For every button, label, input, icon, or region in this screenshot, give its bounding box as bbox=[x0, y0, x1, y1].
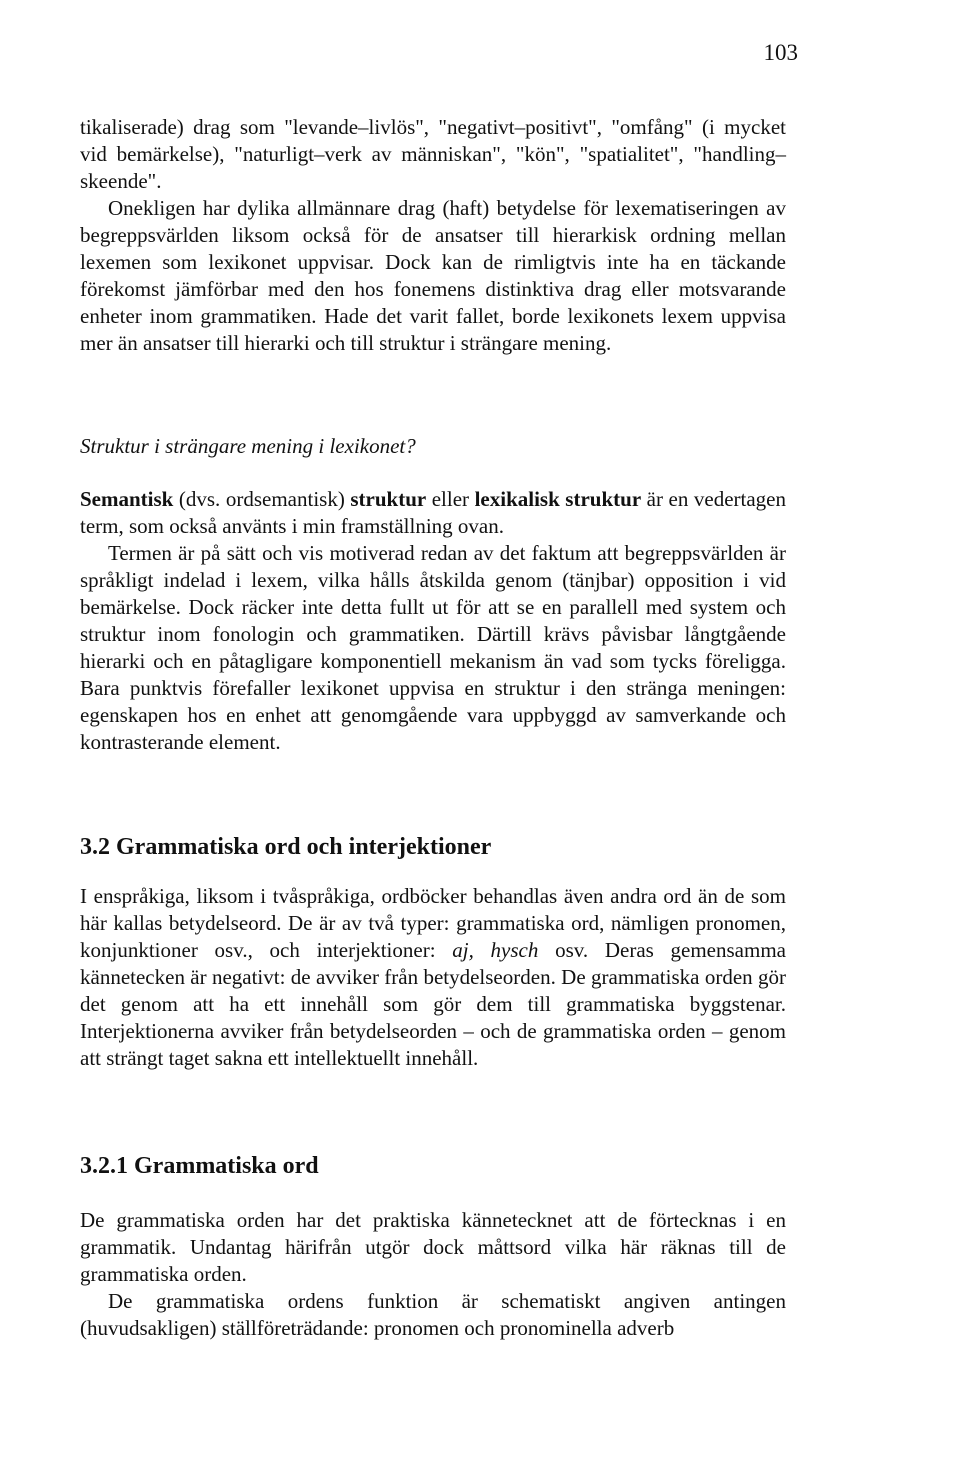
section-3-2-1-text bbox=[80, 1207, 786, 1342]
example-words: aj, hysch bbox=[452, 938, 539, 962]
text-run: osv. Deras gemensamma kännetecken är negativt: de avviker från betydelseorden. De grammatiska orden gör det genom att ha ett innehåll som gör dem till grammatiska byggstenar. Interjektionerna avviker från betydelseorden – och de grammatiska orden – genom att strängt taget sakna ett intellektuellt innehåll. bbox=[80, 938, 786, 1070]
paragraph: tikaliserade) drag som "levande–livlös", "negativt–positivt", "omfång" (i mycket vid bemärkelse), "naturligt–verk av människan", "kön", "spatialitet", "handling–skeende". bbox=[80, 115, 786, 193]
italic-heading: Struktur i strängare mening i lexikonet? bbox=[80, 434, 416, 458]
intro-text-block bbox=[80, 114, 786, 357]
text-run: (dvs. ordsemantisk) bbox=[173, 487, 351, 511]
text-run: eller bbox=[426, 487, 475, 511]
paragraph: De grammatiska orden har det praktiska kännetecknet att de förtecknas i en grammatik. Undantag härifrån utgör dock måttsord vilka här räknas till de grammatiska orden. bbox=[80, 1208, 786, 1286]
paragraph bbox=[80, 486, 786, 540]
paragraph: Onekligen har dylika allmännare drag (haft) betydelse för lexematiseringen av begreppsvärlden liksom också för de ansatser till hierarkisk ordning mellan lexemen som lexikonet uppvisar. Dock kan de rimligtvis inte ha en täckande förekomst jämförbar med den hos fonemens distinktiva drag eller motsvarande enheter inom grammatiken. Hade det varit fallet, borde lexikonets lexem uppvisa mer än ansatser till hierarki och till struktur i strängare mening. bbox=[80, 196, 786, 355]
section-3-2-text bbox=[80, 883, 786, 1072]
term-struktur: struktur bbox=[350, 487, 427, 511]
paragraph: Termen är på sätt och vis motiverad redan av det faktum att begreppsvärlden är språkligt indelad i lexem, vilka hålls åtskilda genom (tänjbar) opposition i vid bemärkelse. Dock räcker inte detta fullt ut för att se en parallell med system och struktur inom fonologin och grammatiken. Därtill krävs påvisbar långtgående hierarki och en påtagligare komponentiell mekanism än vad som tycks föreligga. Bara punktvis förefaller lexikonet uppvisa en struktur i den stränga meningen: egenskapen hos en enhet att genomgående vara uppbyggd av samverkande och kontrasterande element. bbox=[80, 541, 786, 754]
page-number: 103 bbox=[763, 40, 798, 65]
term-lexikalisk-struktur: lexikalisk struktur bbox=[474, 487, 642, 511]
text-run: är en vedertagen term, som också använts i min framställning ovan. bbox=[80, 487, 786, 538]
term-semantisk: Semantisk bbox=[80, 487, 174, 511]
paragraph: De grammatiska ordens funktion är schematiskt angiven antingen (huvudsakligen) ställföreträdande: pronomen och pronominella adverb bbox=[80, 1289, 786, 1340]
section-heading-3-2: 3.2 Grammatiska ord och interjektioner bbox=[80, 834, 492, 860]
section-heading-3-2-1: 3.2.1 Grammatiska ord bbox=[80, 1153, 319, 1179]
paragraph bbox=[80, 883, 786, 1072]
semantic-structure-block bbox=[80, 486, 786, 756]
text-run: I enspråkiga, liksom i tvåspråkiga, ordböcker behandlas även andra ord än de som här kallas betydelseord. De är av två typer: grammatiska ord, nämligen pronomen, konjunktioner osv., och interjektioner: bbox=[80, 884, 786, 962]
